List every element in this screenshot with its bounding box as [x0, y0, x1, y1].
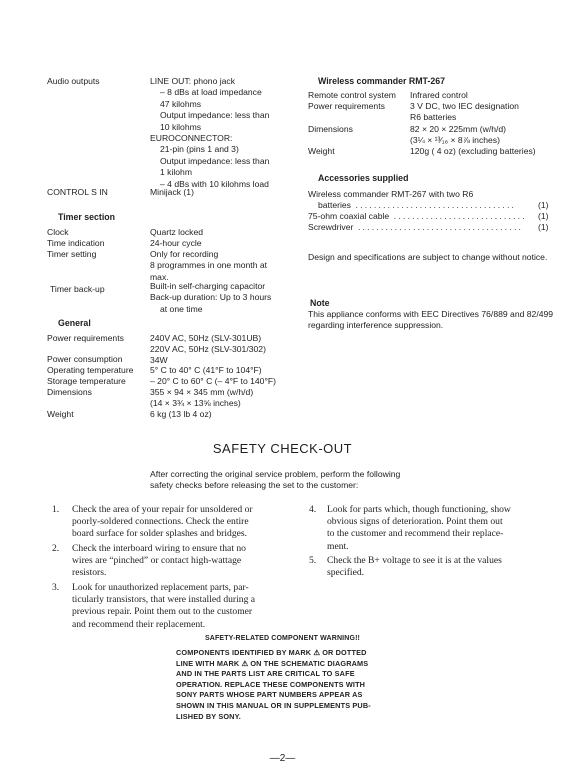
spec-line: Only for recording: [150, 249, 219, 259]
item-number: 4.: [309, 504, 317, 515]
spec-label: Time indication: [47, 238, 105, 248]
spec-label: Remote control system: [308, 90, 396, 100]
safety-intro: [150, 469, 400, 492]
warning-text: [176, 648, 406, 722]
spec-line: Output impedance: less than: [160, 155, 270, 166]
spec-line: R6 batteries: [410, 112, 457, 123]
spec-value: [410, 101, 519, 124]
spec-label: Timer back-up: [50, 284, 105, 294]
item-number: 3.: [52, 582, 60, 593]
accessory-line: Wireless commander RMT-267 with two R6: [308, 189, 474, 199]
safety-item-3: [72, 582, 255, 631]
spec-label: Weight: [47, 409, 74, 419]
spec-line: Built-in self-charging capacitor: [150, 281, 266, 291]
spec-line: (14 × 3¾ × 13⅝ inches): [150, 398, 241, 409]
intro-line: safety checks before releasing the set to the customer:: [150, 480, 359, 491]
item-line: ment.: [327, 540, 349, 552]
spec-line: LINE OUT: phono jack: [150, 76, 236, 86]
spec-value: Infrared control: [410, 90, 468, 100]
item-line: specified.: [327, 567, 365, 579]
spec-line: EUROCONNECTOR:: [150, 133, 233, 144]
spec-label: Power requirements: [47, 333, 124, 343]
spec-line: – 4 dBs with 10 kilohms load: [160, 178, 269, 189]
item-line: Look for parts which, though functioning, show: [327, 504, 511, 515]
note-text: This appliance conforms with EEC Directives 76/889 and 82/499 regarding interference suppression.: [308, 309, 554, 331]
spec-value: [150, 76, 310, 190]
spec-line: – 8 dBs at load impedance: [160, 87, 262, 98]
spec-line: Back-up duration: Up to 3 hours: [150, 292, 272, 303]
warning-line: OPERATION. REPLACE THESE COMPONENTS WITH: [176, 679, 366, 689]
warning-line: SONY PARTS WHOSE PART NUMBERS APPEAR AS: [176, 690, 363, 700]
spec-label: Power consumption: [47, 354, 123, 364]
intro-line: After correcting the original service problem, perform the following: [150, 469, 401, 479]
warning-line: AND IN THE PARTS LIST ARE CRITICAL TO SAFE: [176, 669, 355, 679]
accessory-text: Screwdriver: [308, 222, 354, 232]
note-heading: Note: [310, 298, 330, 308]
spec-line: Output impedance: less than: [160, 110, 270, 121]
warning-line: COMPONENTS IDENTIFIED BY MARK ⚠ OR DOTTED: [176, 648, 367, 657]
safety-item-2: [72, 543, 246, 580]
item-line: wires are “pinched” or contact high-wattage: [72, 555, 242, 567]
spec-label: Power requirements: [308, 101, 385, 111]
page-number: —2—: [269, 753, 296, 764]
spec-value: [150, 281, 310, 315]
accessory-text: batteries: [318, 200, 351, 210]
accessory-item: 75-ohm coaxial cable .............................: [308, 211, 527, 221]
spec-label: Clock: [47, 227, 69, 237]
spec-label: CONTROL S IN: [47, 187, 108, 197]
item-line: Look for unauthorized replacement parts, par-: [72, 582, 249, 593]
warning-line: SHOWN IN THIS MANUAL OR IN SUPPLEMENTS PUB-: [176, 700, 371, 710]
safety-item-4: [327, 504, 511, 553]
item-number: 1.: [52, 504, 60, 515]
item-line: poorly-soldered connections. Check the entire: [72, 516, 249, 528]
spec-value: – 20° C to 60° C (– 4°F to 140°F): [150, 376, 276, 386]
item-line: Check the interboard wiring to ensure that no: [72, 543, 246, 554]
warning-line: LINE WITH MARK ⚠ ON THE SCHEMATIC DIAGRAMS: [176, 658, 369, 668]
accessory-text: 75-ohm coaxial cable: [308, 211, 390, 221]
item-line: board surface for solder splashes and bridges.: [72, 528, 248, 540]
spec-value: 6 kg (13 lb 4 oz): [150, 409, 212, 419]
general-heading: General: [58, 318, 91, 328]
accessories-heading: Accessories supplied: [318, 173, 409, 183]
item-line: previous repair. Point them out to the customer: [72, 606, 253, 618]
spec-value: [150, 249, 310, 283]
warning-title: SAFETY-RELATED COMPONENT WARNING!!: [204, 635, 361, 642]
item-number: 2.: [52, 543, 60, 554]
item-number: 5.: [309, 555, 317, 566]
spec-line: max.: [150, 271, 169, 282]
spec-value: [410, 124, 506, 147]
spec-line: 21-pin (pins 1 and 3): [160, 144, 239, 155]
item-line: to the customer and recommend their replace-: [327, 528, 504, 540]
spec-label: Operating temperature: [47, 365, 134, 375]
spec-label: Storage temperature: [47, 376, 126, 386]
accessory-count: (1): [538, 200, 549, 210]
spec-value: 5° C to 40° C (41°F to 104°F): [150, 365, 262, 375]
spec-value: 120g ( 4 oz) (excluding batteries): [410, 146, 536, 156]
spec-label: Dimensions: [47, 387, 92, 397]
item-line: ticularly transistors, that were installed during a: [72, 594, 256, 606]
accessory-item: Screwdriver ....................................: [308, 222, 524, 232]
accessory-count: (1): [538, 222, 549, 232]
spec-value: 24-hour cycle: [150, 238, 202, 248]
spec-label: Timer setting: [47, 249, 97, 259]
safety-title: SAFETY CHECK-OUT: [212, 441, 353, 456]
spec-line: 355 × 94 × 345 mm (w/h/d): [150, 387, 254, 397]
spec-line: 220V AC, 50Hz (SLV-301/302): [150, 344, 266, 355]
spec-line: 240V AC, 50Hz (SLV-301UB): [150, 333, 262, 343]
spec-line: 10 kilohms: [160, 121, 202, 132]
spec-line: (3¼ × ¹³⁄₁₆ × 8⅞ inches): [410, 135, 500, 146]
spec-line: 8 programmes in one month at: [150, 260, 268, 271]
item-line: Check the B+ voltage to see it is at the values: [327, 555, 502, 566]
spec-line: 47 kilohms: [160, 98, 202, 109]
wireless-heading: Wireless commander RMT-267: [318, 76, 446, 86]
timer-section-heading: Timer section: [58, 212, 116, 222]
item-line: obvious signs of deterioration. Point them out: [327, 516, 503, 528]
accessory-count: (1): [538, 211, 549, 221]
item-line: resistors.: [72, 567, 107, 579]
spec-line: 82 × 20 × 225mm (w/h/d): [410, 124, 507, 134]
accessory-item: batteries ...................................: [318, 200, 517, 210]
item-line: Check the area of your repair for unsoldered or: [72, 504, 253, 515]
design-note: Design and specifications are subject to change without notice.: [308, 252, 548, 262]
warning-line: LISHED BY SONY.: [176, 711, 241, 721]
spec-label: Audio outputs: [47, 76, 100, 86]
safety-item-1: [72, 504, 253, 541]
spec-value: Quartz locked: [150, 227, 204, 237]
spec-value: [150, 333, 310, 356]
spec-value: [150, 387, 310, 410]
item-line: and recommend their replacement.: [72, 618, 206, 630]
safety-item-5: [327, 555, 502, 579]
spec-label: Weight: [308, 146, 335, 156]
spec-value: Minijack (1): [150, 187, 194, 197]
spec-line: 1 kilohm: [160, 167, 192, 178]
spec-value: 34W: [150, 355, 168, 365]
spec-line: 3 V DC, two IEC designation: [410, 101, 519, 111]
spec-line: at one time: [160, 303, 203, 314]
spec-label: Dimensions: [308, 124, 353, 134]
